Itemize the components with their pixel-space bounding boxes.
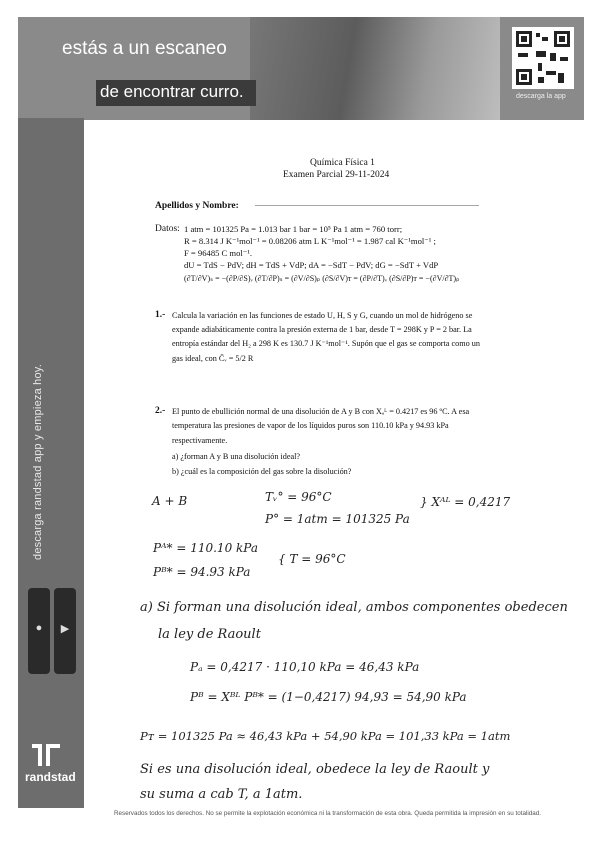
brand-name: randstad: [25, 770, 76, 784]
data-line: F = 96485 C mol⁻¹.: [184, 248, 253, 258]
ad-subline: de encontrar curro.: [100, 82, 244, 101]
hw-temp: { T = 96°C: [278, 552, 346, 566]
hw-line: a) Si forman una disolución ideal, ambos componentes obedecen: [140, 600, 568, 615]
q2-part-b: b) ¿cuál es la composición del gas sobre la disolución?: [172, 467, 352, 476]
data-line: R = 8.314 J K⁻¹mol⁻¹ = 0.08206 atm L K⁻¹mol⁻¹ = 1.987 cal K⁻¹mol⁻¹ ;: [184, 236, 436, 246]
data-line: 1 atm = 101325 Pa = 1.013 bar 1 bar = 10⁵ Pa 1 atm = 760 torr;: [184, 224, 403, 234]
hw-boiling-temp: Tᵥ° = 96°C: [265, 490, 332, 504]
maxwell-relations: (∂T/∂V)ₛ = −(∂P/∂S)ᵥ (∂T/∂P)ₛ = (∂V/∂S)ₚ (∂S/∂V)ᴛ = (∂P/∂T)ᵥ (∂S/∂P)ᴛ = −(∂V/∂T)ₚ: [184, 274, 460, 283]
q1-line: gas ideal, con C̄ᵥ = 5/2 R: [172, 354, 254, 363]
exam-subject: Química Física 1: [310, 158, 375, 168]
exam-title: Examen Parcial 29-11-2024: [283, 170, 390, 180]
hw-conclusion: Si es una disolución ideal, obedece la ley de Raoult y: [140, 762, 490, 777]
name-label: Apellidos y Nombre:: [155, 201, 239, 211]
qr-code[interactable]: [512, 27, 574, 89]
hw-pa-star: Pᴬ* = 110.10 kPa: [153, 541, 258, 555]
q2-number: 2.-: [155, 406, 166, 416]
google-play-button[interactable]: [54, 588, 76, 674]
hw-xa: } Xᴬᴸ = 0,4217: [420, 495, 511, 509]
q1-line: expande adiabáticamente contra la presión externa de 1 bar, desde T = 298K y P = 2 bar. La: [172, 325, 472, 334]
app-store-button[interactable]: [28, 588, 50, 674]
q2-line: El punto de ebullición normal de una disolución de A y B con Xₐᴸ = 0.4217 es 96 ºC. A esa: [172, 407, 470, 416]
ad-photo: [250, 17, 500, 120]
q2-line: respectivamente.: [172, 436, 228, 445]
q1-number: 1.-: [155, 310, 166, 320]
play-icon: ▶: [60, 623, 70, 635]
hw-pt-calc: Pᴛ = 101325 Pa ≈ 46,43 kPa + 54,90 kPa = 101,33 kPa = 1atm: [140, 729, 511, 743]
data-label: Datos:: [155, 224, 180, 234]
name-field[interactable]: ................................................................................................................: [255, 199, 479, 208]
hw-pb-star: Pᴮ* = 94.93 kPa: [153, 565, 251, 579]
hw-pa-calc: Pₐ = 0,4217 · 110,10 kPa = 46,43 kPa: [190, 660, 420, 674]
hw-line: la ley de Raoult: [158, 627, 261, 642]
hw-pressure: P° = 1atm = 101325 Pa: [265, 512, 410, 526]
ad-headline: estás a un escaneo: [62, 38, 227, 59]
ad-side-tagline: descarga randstad app y empieza hoy.: [32, 364, 44, 560]
qr-caption: descarga la app: [516, 93, 566, 100]
q1-line: Calcula la variación en las funciones de estado U, H, S y G, cuando un mol de hidrógeno se: [172, 311, 473, 320]
hw-components: A + B: [152, 494, 188, 508]
q2-part-a: a) ¿forman A y B una disolución ideal?: [172, 452, 301, 461]
apple-icon: ●: [35, 622, 43, 634]
copyright-footer: Reservados todos los derechos. No se permite la explotación económica ni la transformación de esta obra. Queda permitida la impresión en su totalidad.: [114, 810, 542, 817]
data-line: dU = TdS − PdV; dH = TdS + VdP; dA = −SdT − PdV; dG = −SdT + VdP: [184, 260, 439, 270]
hw-conclusion: su suma a cab T, a 1atm.: [140, 787, 303, 802]
hw-pb-calc: Pᴮ = Xᴮᴸ Pᴮ* = (1−0,4217) 94,93 = 54,90 kPa: [190, 690, 467, 704]
q2-line: temperatura las presiones de vapor de los líquidos puros son 110.10 kPa y 94.93 kPa: [172, 421, 449, 430]
q1-line: entropía estándar del H₂ a 298 K es 130.7 J K⁻¹mol⁻¹. Supón que el gas se comporta como un: [172, 339, 480, 348]
